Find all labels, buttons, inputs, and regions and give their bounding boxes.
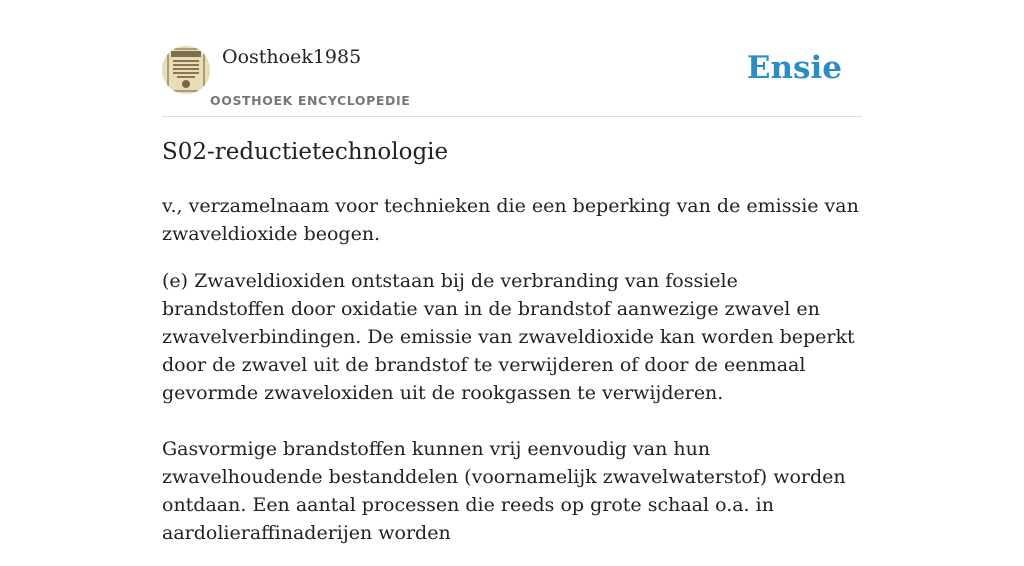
article-header — [162, 44, 862, 117]
author-name[interactable]: Oosthoek1985 — [222, 46, 362, 68]
article-body — [162, 192, 862, 566]
source-label[interactable]: OOSTHOEK ENCYCLOPEDIE — [210, 93, 411, 108]
encyclopedia-cover-icon — [162, 46, 210, 94]
author-avatar[interactable] — [162, 46, 210, 94]
definition-text: v., verzamelnaam voor technieken die een beperking van de emissie van zwaveldioxide beogen. — [162, 195, 859, 245]
paragraph-1: (e) Zwaveldioxiden ontstaan bij de verbranding van fossiele brandstoffen door oxidatie van in de brandstof aanwezige zwavel en zwavelverbindingen. De emissie van zwaveldioxide kan worden beperkt door de zwavel uit de brandstof te verwijderen of door de eenmaal gevormde zwaveloxiden uit de rookgassen te verwijderen. — [162, 270, 855, 404]
paragraph-2: Gasvormige brandstoffen kunnen vrij eenvoudig van hun zwavelhoudende bestanddelen (voornamelijk zwavelwaterstof) worden ontdaan. Een aantal processen die reeds op grote schaal o.a. in aardolieraffinaderijen worden — [162, 438, 846, 544]
brand-logo[interactable]: Ensie — [746, 50, 842, 86]
page-title: S02-reductietechnologie — [162, 139, 449, 165]
